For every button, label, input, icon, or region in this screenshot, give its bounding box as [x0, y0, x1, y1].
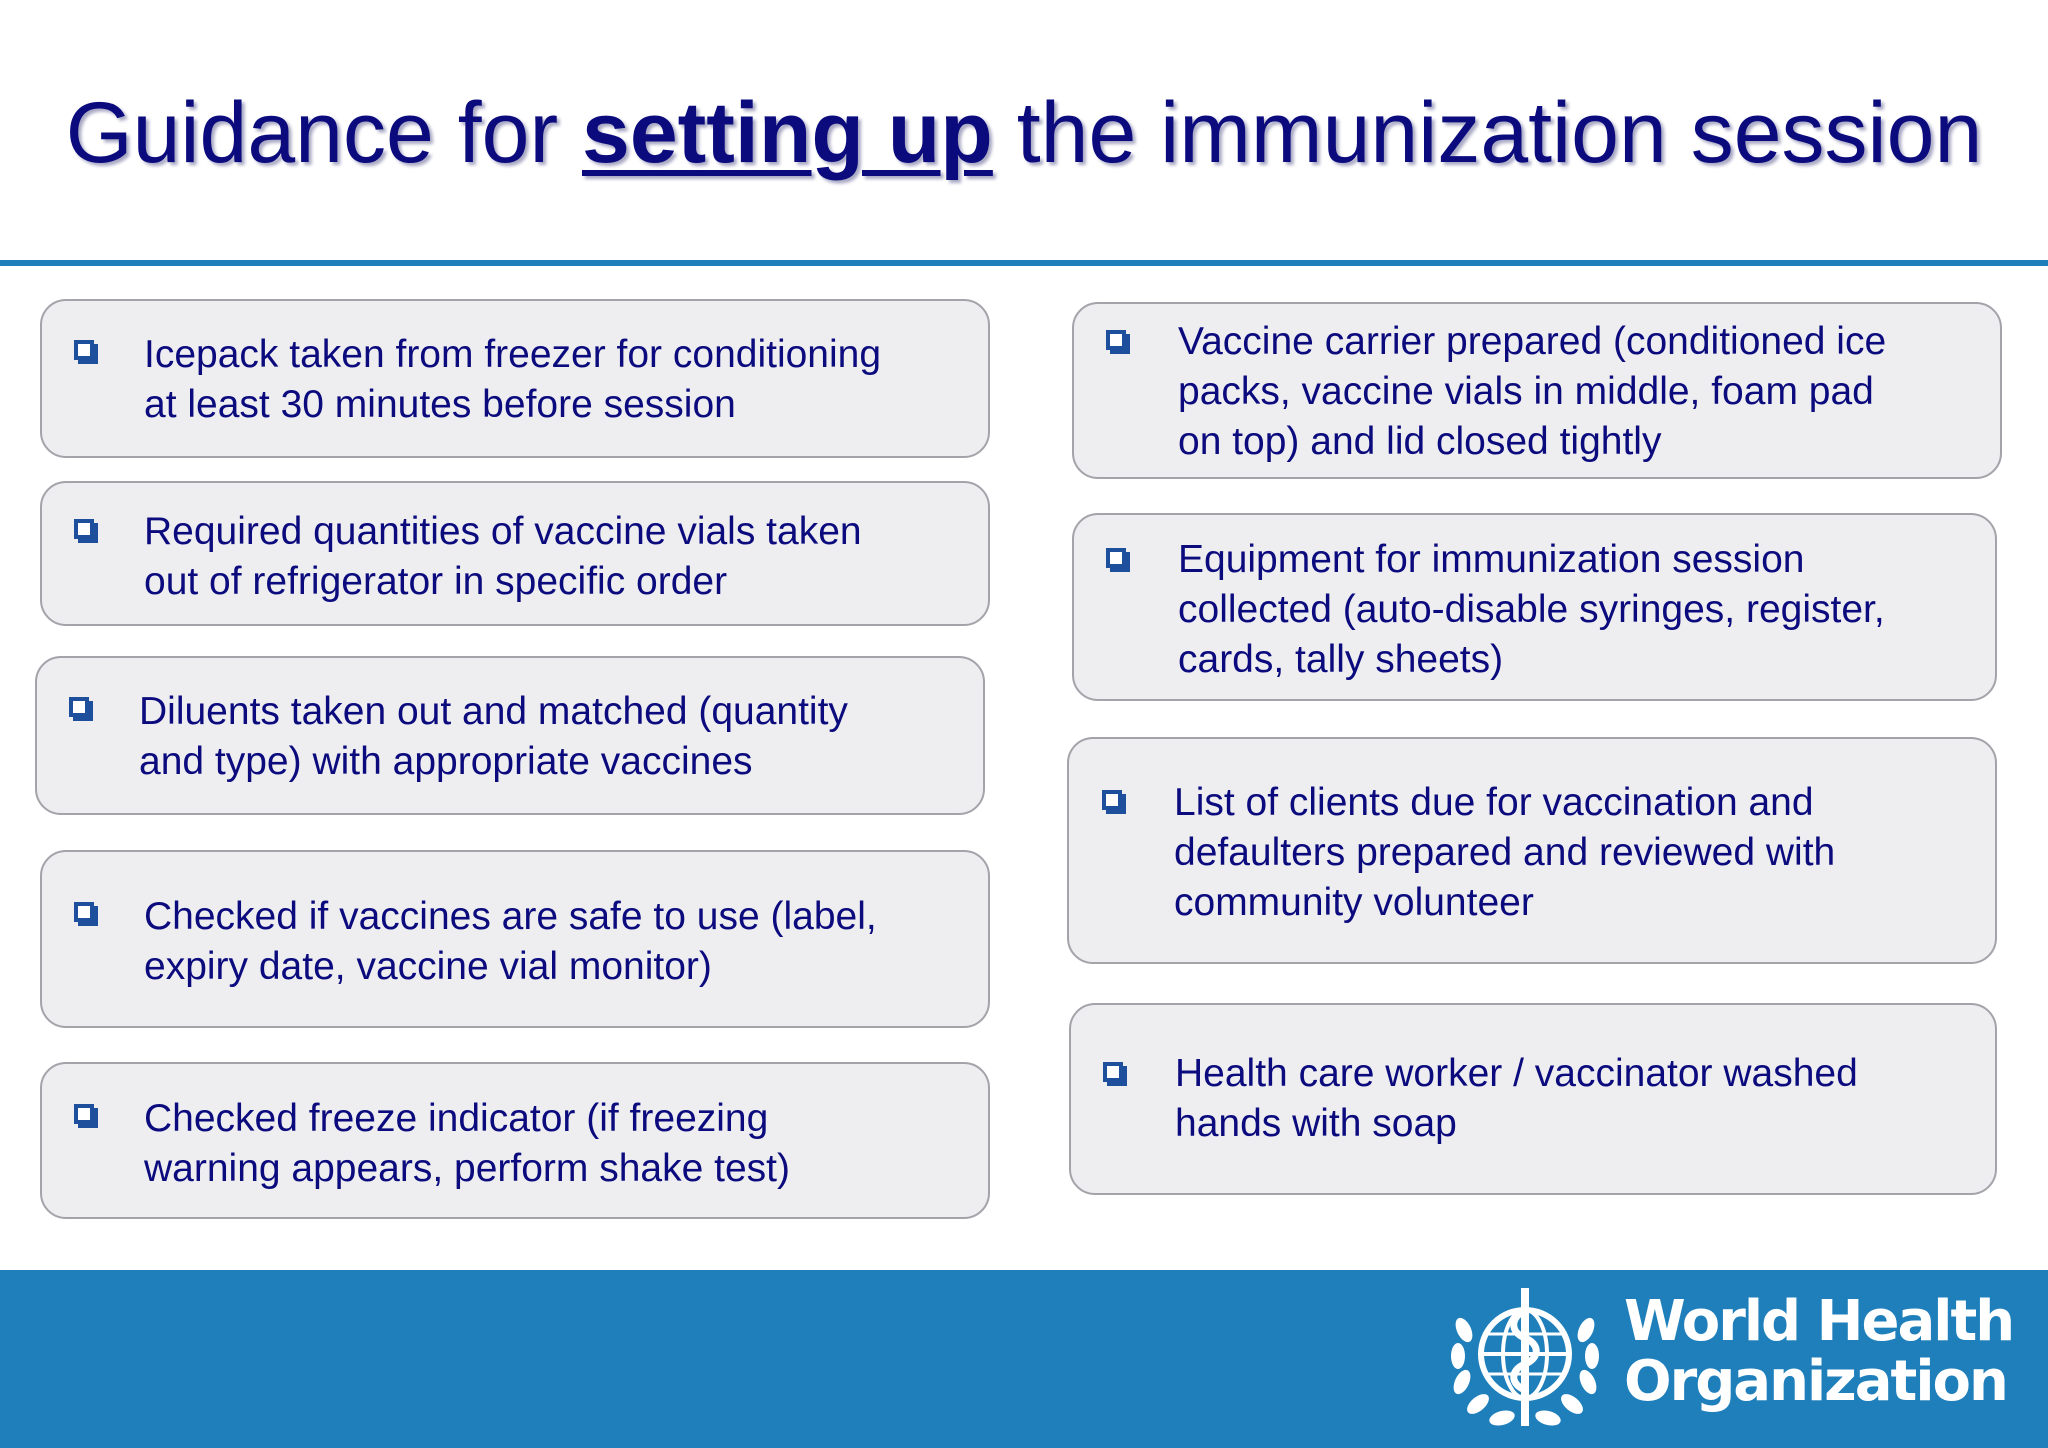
checkbox-icon[interactable]	[1102, 790, 1122, 810]
item-text-line: Icepack taken from freezer for conditioning	[144, 333, 882, 376]
checklist-item-hand-washing	[1069, 1003, 1997, 1195]
item-text-line: packs, vaccine vials in middle, foam pad	[1178, 370, 1874, 413]
checkbox-icon[interactable]	[74, 1104, 94, 1124]
item-text-line: community volunteer	[1174, 881, 1534, 924]
item-text-line: expiry date, vaccine vial monitor)	[144, 945, 712, 988]
checkbox-icon[interactable]	[1106, 330, 1126, 350]
item-text-line: Equipment for immunization session	[1178, 538, 1805, 581]
item-text-line: defaulters prepared and reviewed with	[1174, 831, 1836, 874]
checkbox-icon[interactable]	[69, 697, 89, 717]
item-text-line: Diluents taken out and matched (quantity	[139, 690, 848, 733]
checkbox-icon[interactable]	[74, 902, 94, 922]
page-title	[0, 84, 2048, 183]
checkbox-icon[interactable]	[1106, 548, 1126, 568]
checkbox-icon[interactable]	[1103, 1062, 1123, 1082]
item-text-line: collected (auto-disable syringes, register,	[1178, 588, 1885, 631]
title-prefix: Guidance for	[65, 85, 582, 181]
item-text-line: Vaccine carrier prepared (conditioned ice	[1178, 320, 1887, 363]
who-emblem-icon	[1440, 1276, 1610, 1446]
item-text-line: Health care worker / vaccinator washed	[1175, 1052, 1858, 1095]
item-text-line: and type) with appropriate vaccines	[139, 740, 753, 783]
item-text-line: Checked if vaccines are safe to use (label,	[144, 895, 877, 938]
item-text-line: hands with soap	[1175, 1102, 1457, 1145]
item-text-line: on top) and lid closed tightly	[1178, 420, 1662, 463]
checklist-item-equipment	[1072, 513, 1997, 701]
checklist-item-vaccine-safety	[40, 850, 990, 1028]
checklist-item-icepack	[40, 299, 990, 458]
checklist-item-vaccine-carrier	[1072, 302, 2002, 479]
checkbox-icon[interactable]	[74, 340, 94, 360]
item-text-line: Checked freeze indicator (if freezing	[144, 1097, 769, 1140]
title-emphasis: setting up	[581, 85, 993, 181]
who-wordmark	[1624, 1289, 2014, 1414]
title-suffix: the immunization session	[992, 85, 1983, 181]
item-text-line: at least 30 minutes before session	[144, 383, 736, 426]
checklist-item-vaccine-vials	[40, 481, 990, 626]
who-wordmark-line: Organization	[1624, 1349, 2007, 1414]
checkbox-icon[interactable]	[74, 519, 94, 539]
checklist-item-diluents	[35, 656, 985, 815]
title-divider	[0, 260, 2048, 266]
who-wordmark-line: World Health	[1624, 1289, 2014, 1354]
item-text-line: List of clients due for vaccination and	[1174, 781, 1814, 824]
checklist-item-freeze-indicator	[40, 1062, 990, 1219]
item-text-line: Required quantities of vaccine vials taken	[144, 510, 862, 553]
item-text-line: cards, tally sheets)	[1178, 638, 1504, 681]
item-text-line: out of refrigerator in specific order	[144, 560, 728, 603]
checklist-item-client-list	[1067, 737, 1997, 964]
item-text-line: warning appears, perform shake test)	[144, 1147, 790, 1190]
